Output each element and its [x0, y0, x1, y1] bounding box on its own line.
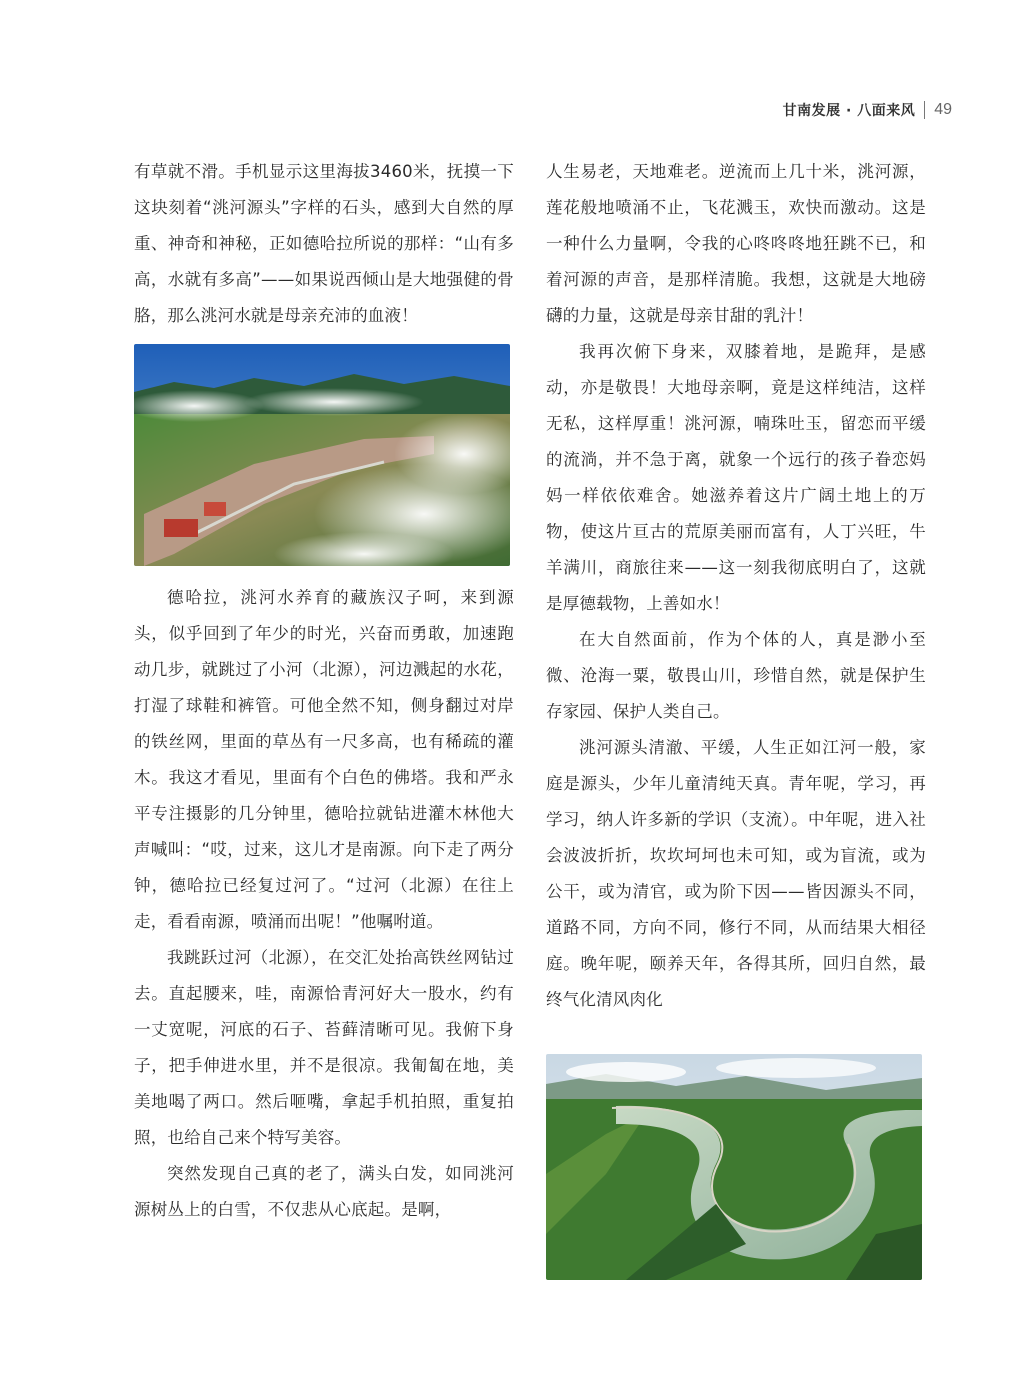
section-title: 甘南发展 · 八面来风 [782, 103, 916, 119]
page-number: 49 [934, 101, 952, 118]
river-bend-photo [546, 1054, 922, 1280]
paragraph: 我跳跃过河（北源），在交汇处抬高铁丝网钻过去。直起腰来，哇，南源恰青河好大一股水，约有一丈宽呢，河底的石子、苔藓清晰可见。我俯下身子，把手伸进水里，并不是很凉。我匍匐在地，美美地喝了两口。然后咂嘴，拿起手机拍照，重复拍照，也给自己来个特写美容。 [134, 948, 514, 1147]
paragraph: 在大自然面前，作为个体的人，真是渺小至微、沧海一粟，敬畏山川，珍惜自然，就是保护生存家园、保护人类自己。 [546, 630, 926, 721]
left-column [134, 154, 514, 1228]
paragraph: 有草就不滑。手机显示这里海拔3460米，抚摸一下这块刻着“洮河源头”字样的石头，感到大自然的厚重、神奇和神秘，正如德哈拉所说的那样：“山有多高，水就有多高”——如果说西倾山是大地强健的骨胳，那么洮河水就是母亲充沛的血液！ [134, 162, 514, 325]
header-divider [924, 101, 925, 119]
aerial-town-photo [134, 344, 510, 566]
running-header [783, 100, 952, 120]
right-column [546, 154, 926, 1280]
paragraph: 洮河源头清澈、平缓，人生正如江河一般，家庭是源头，少年儿童清纯天真。青年呢，学习，再学习，纳人许多新的学识（支流）。中年呢，进入社会波波折折，坎坎坷坷也未可知，或为盲流，或为公干，或为清官，或为阶下因——皆因源头不同，道路不同，方向不同，修行不同，从而结果大相径庭。晚年呢，颐养天年，各得其所，回归自然，最终气化清风肉化 [546, 738, 926, 1009]
paragraph: 突然发现自己真的老了，满头白发，如同洮河源树丛上的白雪，不仅悲从心底起。是啊， [134, 1164, 514, 1219]
paragraph: 我再次俯下身来，双膝着地，是跪拜，是感动，亦是敬畏！大地母亲啊，竟是这样纯洁，这样无私，这样厚重！洮河源，喃珠吐玉，留恋而平缓的流淌，并不急于离，就象一个远行的孩子眷恋妈妈一样依依难舍。她滋养着这片广阔土地上的万物，使这片亘古的荒原美丽而富有，人丁兴旺，牛羊满川，商旅往来——这一刻我彻底明白了，这就是厚德载物，上善如水！ [546, 342, 926, 613]
paragraph: 德哈拉，洮河水养育的藏族汉子呵，来到源头，似乎回到了年少的时光，兴奋而勇敢，加速跑动几步，就跳过了小河（北源），河边溅起的水花，打湿了球鞋和裤管。可他全然不知，侧身翻过对岸的铁丝网，里面的草丛有一尺多高，也有稀疏的灌木。我这才看见，里面有个白色的佛塔。我和严永平专注摄影的几分钟里，德哈拉就钻进灌木林他大声喊叫：“哎，过来，这儿才是南源。向下走了两分钟，德哈拉已经复过河了。“过河（北源）在往上走，看看南源，喷涌而出呢！”他嘱咐道。 [134, 588, 514, 931]
paragraph: 人生易老，天地难老。逆流而上几十米，洮河源，莲花般地喷涌不止，飞花溅玉，欢快而激动。这是一种什么力量啊，令我的心咚咚咚地狂跳不已，和着河源的声音，是那样清脆。我想，这就是大地磅礴的力量，这就是母亲甘甜的乳汁！ [546, 162, 926, 325]
